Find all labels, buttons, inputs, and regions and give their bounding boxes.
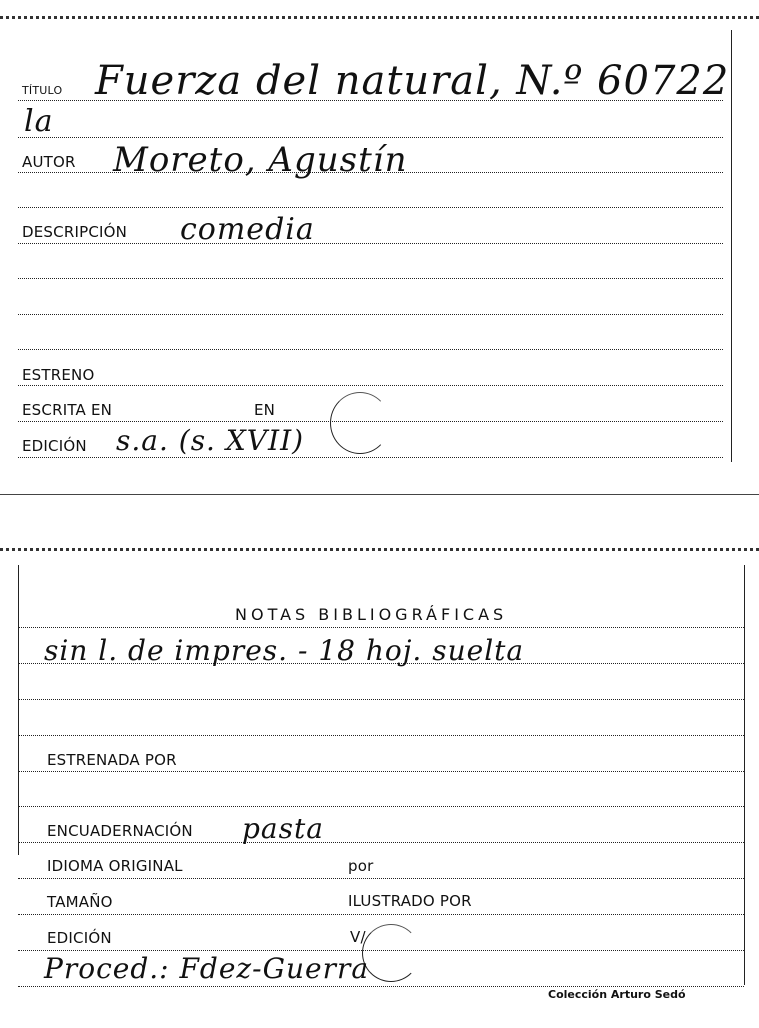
card-edge-left [18,565,19,855]
estrenada-label: ESTRENADA POR [47,751,177,769]
por-label: por [348,857,374,875]
autor-value: Moreto, Agustín [113,140,408,180]
estreno-label: ESTRENO [22,366,95,384]
card-edge-right [744,565,745,985]
rule-line [18,699,744,700]
descripcion-value: comedia [180,212,315,247]
tamano-label: TAMAÑO [47,893,113,911]
descripcion-label: DESCRIPCIÓN [22,223,128,241]
notas-title: NOTAS BIBLIOGRÁFICAS [235,605,508,624]
rule-line [18,914,744,915]
rule-line [18,806,744,807]
encuadernacion-value: pasta [242,812,324,845]
edicion-back-label: EDICIÓN [47,929,112,947]
colophon: Colección Arturo Sedó [548,988,686,1001]
stamp-circle [362,924,420,982]
rule-line [18,878,744,879]
en-label: EN [254,401,276,419]
titulo-continuation: la [24,104,54,139]
proced-value: Proced.: Fdez-Guerra [44,952,370,985]
escrita-label: ESCRITA EN [22,401,113,419]
notas-value: sin l. de impres. - 18 hoj. suelta [44,634,525,667]
idioma-label: IDIOMA ORIGINAL [47,857,183,875]
ilustrado-label: ILUSTRADO POR [348,892,472,910]
v-label: V/ [350,928,366,946]
rule-line [18,986,744,987]
edicion-value: s.a. (s. XVII) [116,424,305,457]
rule-line [18,842,744,843]
rule-line [18,771,744,772]
autor-label: AUTOR [22,153,76,171]
rule-line [18,735,744,736]
rule-line [18,627,744,628]
titulo-value: Fuerza del natural, N.º 60722 [95,58,730,104]
titulo-label: TÍTULO [22,84,63,97]
edicion-label: EDICIÓN [22,437,87,455]
encuadernacion-label: ENCUADERNACIÓN [47,822,193,840]
